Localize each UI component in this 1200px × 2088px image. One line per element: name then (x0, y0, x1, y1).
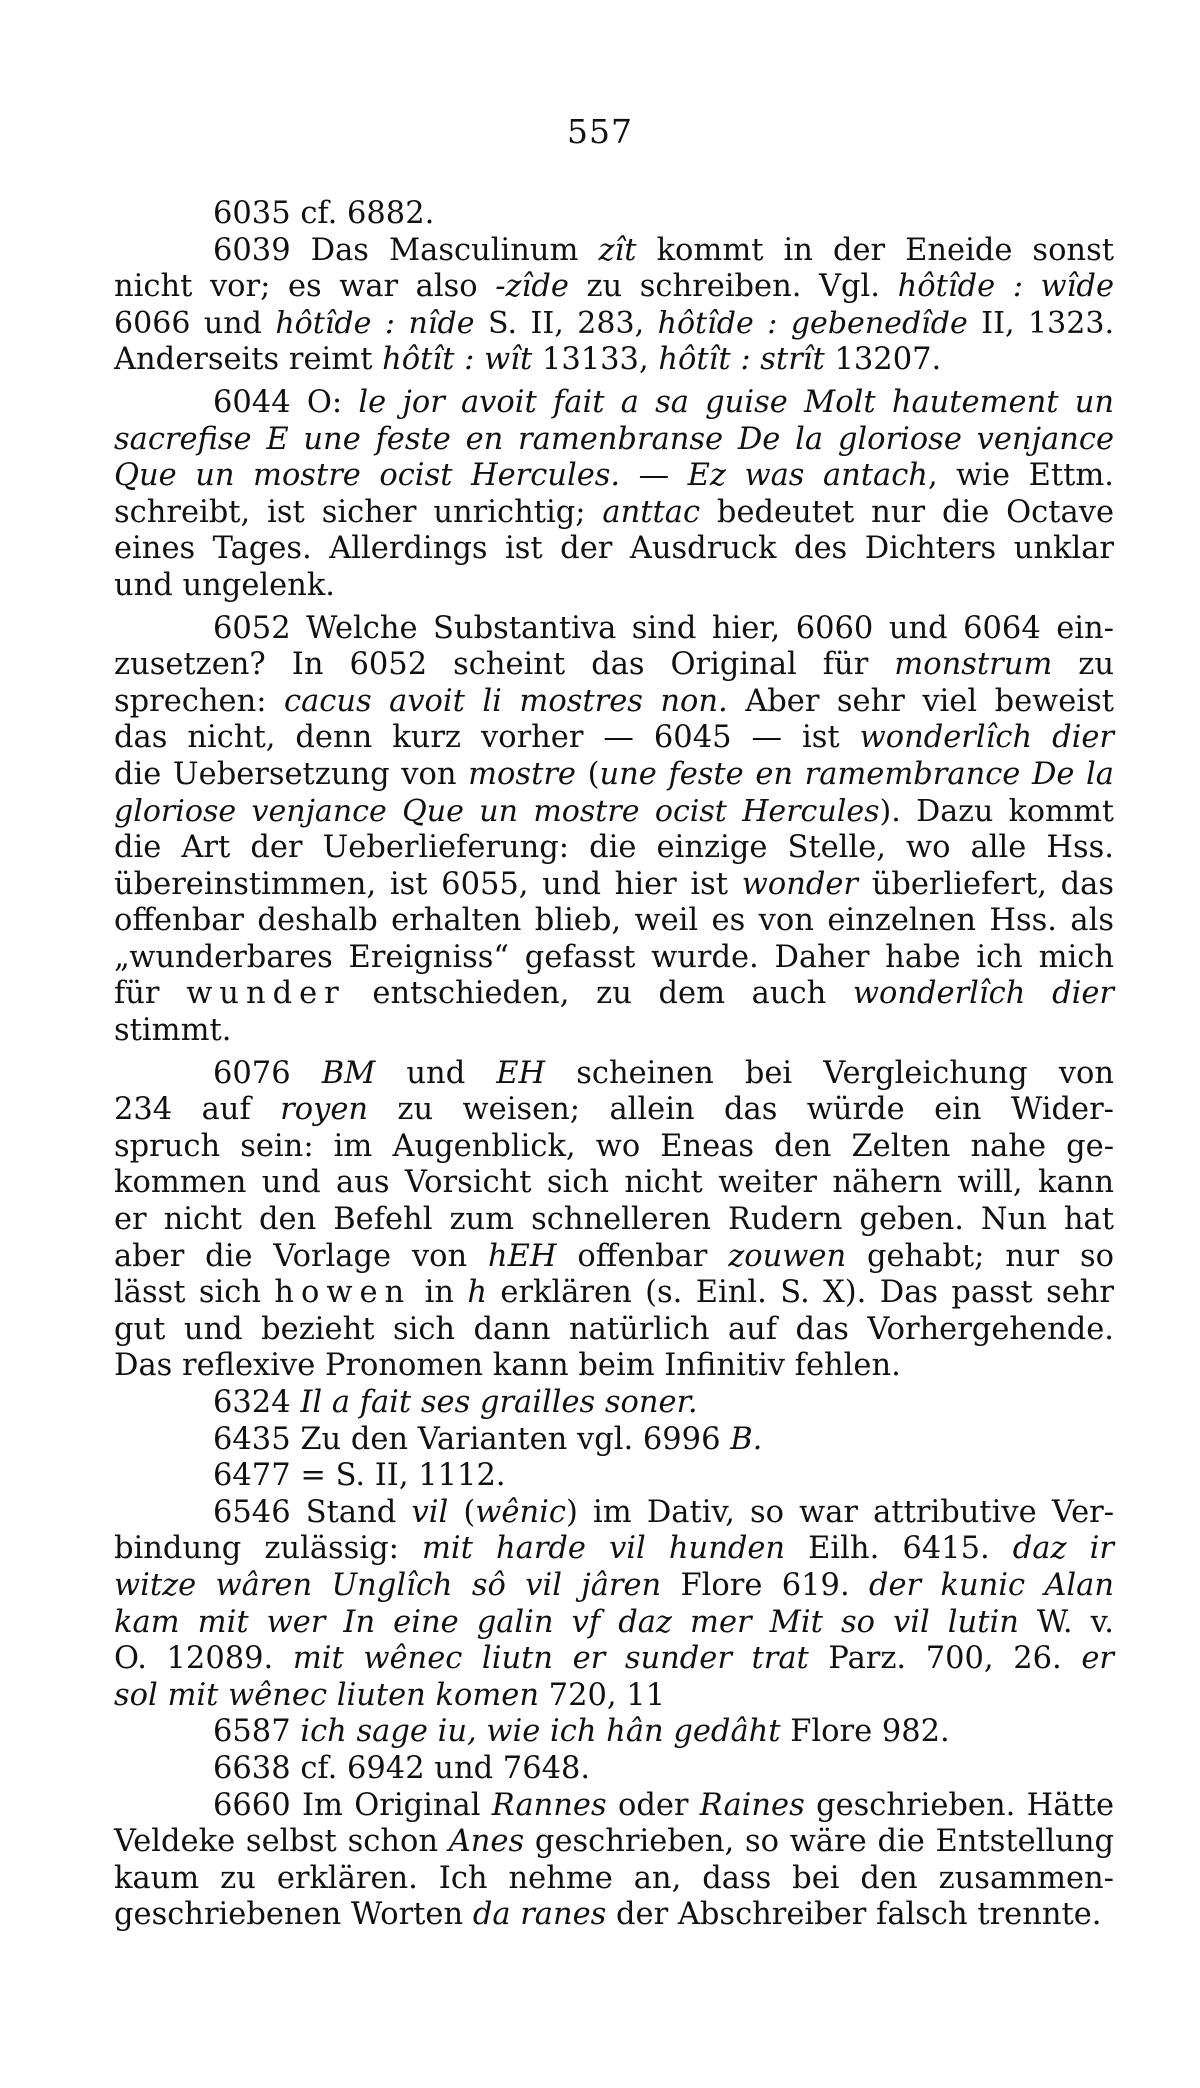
text-run: 13207. (824, 342, 942, 378)
text-line (114, 757, 1114, 794)
text-run: , wie Ettm. (927, 458, 1114, 494)
italic-text: ich sage iu, wie ich hân gedâht (300, 1714, 781, 1750)
text-line (114, 531, 1114, 568)
italic-text: der kunic Alan (868, 1567, 1114, 1603)
italic-text: -zîde (495, 269, 569, 305)
text-run: spruch sein: im Augenblick, wo Eneas den Zelten nahe ge- (114, 1128, 1114, 1164)
italic-text: sol mit wênec liuten komen (114, 1677, 539, 1713)
text-run: Aber sehr viel beweist (727, 683, 1114, 719)
text-line (114, 1568, 1114, 1605)
italic-text: cacus avoit li mostres non. (284, 683, 728, 719)
text-run: Das reflexive Pronomen kann beim Infinitiv fehlen. (114, 1348, 901, 1384)
text-run: lässt sich (114, 1275, 275, 1311)
text-run: nicht vor; es war also (114, 269, 496, 305)
text-line (114, 233, 1114, 270)
text-run: zusetzen? In 6052 scheint das Original für (114, 647, 895, 683)
text-run: offenbar (556, 1238, 729, 1274)
italic-text: wonder (741, 866, 859, 902)
text-line (114, 1678, 1114, 1715)
text-line (114, 1641, 1114, 1678)
text-run: entschieden, zu dem auch (345, 976, 853, 1012)
text-run: 6052 Welche Substantiva sind hier, 6060 und 6064 ein- (213, 610, 1114, 646)
text-run: erklären (s. Einl. S. X). Das passt sehr (487, 1275, 1114, 1311)
text-run: schreibt, ist sicher unrichtig; (114, 494, 603, 530)
text-line (114, 1605, 1114, 1642)
text-line (114, 385, 1114, 422)
italic-text: zouwen (728, 1238, 847, 1274)
text-line (114, 830, 1114, 867)
text-run: stimmt. (114, 1013, 232, 1049)
italic-text: witze wâren Unglîch sô vil jâren (114, 1567, 662, 1603)
text-run: zu (1052, 647, 1114, 683)
italic-text: vil (411, 1494, 449, 1530)
commentary-text (114, 196, 1114, 1934)
text-run: der Abschreiber falsch trennte. (606, 1897, 1102, 1933)
italic-text: anttac (602, 494, 701, 530)
spaced-text: howen (274, 1275, 412, 1311)
text-line (114, 1092, 1114, 1129)
text-run: geschriebenen Worten (114, 1897, 473, 1933)
text-line (114, 1897, 1114, 1934)
italic-text: B. (730, 1421, 763, 1457)
text-line (114, 1202, 1114, 1239)
italic-text: Anes (448, 1824, 525, 1860)
text-run: S. II, 283, (474, 305, 658, 341)
text-run: und ungelenk. (114, 567, 335, 603)
text-line (114, 611, 1114, 648)
text-line (114, 1129, 1114, 1166)
text-line (114, 1495, 1114, 1532)
italic-text: Raines (699, 1787, 805, 1823)
text-run: 13133, (532, 342, 659, 378)
text-line (114, 794, 1114, 831)
text-line (114, 940, 1114, 977)
text-line (114, 495, 1114, 532)
text-line (114, 1788, 1114, 1825)
text-run: Anderseits reimt (114, 342, 383, 378)
text-run: das nicht, denn kurz vorher — 6045 — ist (114, 720, 860, 756)
text-run: 6039 Das Masculinum (213, 232, 599, 268)
text-run: ( (448, 1494, 476, 1530)
text-line (114, 1422, 1114, 1459)
italic-text: hôtîde : gebenedîde (657, 305, 968, 341)
text-run: eines Tages. Allerdings ist der Ausdruck des Dichters unklar (114, 531, 1114, 567)
italic-text: sacrefise E une feste en ramenbranse De la gloriose venjance (114, 421, 1114, 457)
italic-text: kam mit wer In eine galin vf daz mer Mit so vil lutin (114, 1604, 1019, 1640)
text-line (114, 458, 1114, 495)
text-line (114, 1348, 1114, 1385)
text-run: bindung zulässig: (114, 1531, 422, 1567)
text-run: 6044 O: (213, 384, 359, 420)
text-run: 6587 (213, 1714, 301, 1750)
text-run: sprechen: (114, 683, 284, 719)
text-run: gut und bezieht sich dann natürlich auf das Vorhergehende. (114, 1311, 1114, 1347)
text-run: O. 12089. (114, 1641, 293, 1677)
text-run: 6035 cf. 6882. (213, 196, 435, 231)
italic-text: mit harde vil hunden (421, 1531, 786, 1567)
text-run: 6477 = S. II, 1112. (213, 1458, 506, 1494)
text-run: für (114, 976, 187, 1012)
text-line (114, 422, 1114, 459)
text-run: geschrieben. Hätte (804, 1787, 1114, 1823)
text-run: 6638 cf. 6942 und 7648. (213, 1750, 591, 1786)
text-run: 6546 Stand (213, 1494, 412, 1530)
italic-text: hEH (487, 1238, 557, 1274)
italic-text: royen (280, 1092, 369, 1128)
italic-text: hôtîde : wîde (897, 269, 1114, 305)
text-run: Eilh. 6415. (785, 1531, 1013, 1567)
italic-text: BM (321, 1055, 376, 1091)
italic-text: er (1081, 1641, 1114, 1677)
italic-text: monstrum (894, 647, 1053, 683)
text-run: zu schreiben. Vgl. (568, 269, 898, 305)
text-run: scheinen bei Vergleichung von (545, 1055, 1114, 1091)
text-run: aber die Vorlage von (114, 1238, 488, 1274)
text-line (114, 1751, 1114, 1788)
page-number: 557 (567, 112, 633, 151)
italic-text: wonderlîch dier (852, 976, 1114, 1012)
text-run: die Uebersetzung von (114, 756, 469, 792)
italic-text: Rannes (491, 1787, 607, 1823)
italic-text: da ranes (472, 1897, 607, 1933)
text-run: 6324 (213, 1385, 301, 1420)
text-run: Parz. 700, 26. (808, 1641, 1082, 1677)
italic-text: h (467, 1275, 488, 1311)
text-run: bedeutet nur die Octave (700, 494, 1114, 530)
text-line (114, 1312, 1114, 1349)
text-run: überliefert, das (858, 866, 1114, 902)
text-run: 234 auf (114, 1092, 281, 1128)
text-run: Veldeke selbst schon (114, 1824, 449, 1860)
italic-text: gloriose venjance Que un mostre ocist Hercules (114, 793, 880, 829)
text-line (114, 306, 1114, 343)
italic-text: une feste en ramembrance De la (599, 756, 1114, 792)
text-line (114, 1056, 1114, 1093)
text-line (114, 568, 1114, 605)
text-run: 6076 (213, 1055, 322, 1091)
text-run: zu weisen; allein das würde ein Wider- (368, 1092, 1114, 1128)
italic-text: hôtît : strît (658, 342, 825, 378)
text-run: oder (606, 1787, 700, 1823)
text-line (114, 1275, 1114, 1312)
text-run: W. v. (1018, 1604, 1114, 1640)
text-run: ( (575, 756, 600, 792)
italic-text: hôtîde : nîde (275, 305, 475, 341)
italic-text: le jor avoit fait a sa guise Molt hautement un (358, 384, 1114, 420)
text-run: offenbar deshalb erhalten blieb, weil es von einzelnen Hss. als (114, 903, 1114, 939)
text-run: in (411, 1275, 468, 1311)
text-run: er nicht den Befehl zum schnelleren Rudern geben. Nun hat (114, 1202, 1114, 1238)
text-run: gehabt; nur so (846, 1238, 1114, 1274)
text-line (114, 196, 1114, 233)
italic-text: EH (496, 1055, 546, 1091)
text-run: 720, 11 (538, 1677, 666, 1713)
text-run: „wunderbares Ereigniss“ gefasst wurde. Daher habe ich mich (114, 939, 1114, 975)
italic-text: zît (598, 232, 637, 268)
italic-text: wonderlîch dier (859, 720, 1114, 756)
text-line (114, 1531, 1114, 1568)
text-run: geschrieben, so wäre die Entstellung (524, 1824, 1114, 1860)
italic-text: Que un mostre ocist Hercules. — Ez was antach (114, 458, 928, 494)
text-line (114, 1824, 1114, 1861)
spaced-text: wunder (186, 976, 346, 1012)
italic-text: daz ir (1012, 1531, 1114, 1567)
text-line (114, 342, 1114, 379)
text-line (114, 1165, 1114, 1202)
text-run: 6066 und (114, 305, 276, 341)
italic-text: wênic (475, 1494, 566, 1530)
text-run: übereinstimmen, ist 6055, und hier ist (114, 866, 742, 902)
text-line (114, 1385, 1114, 1422)
text-line (114, 647, 1114, 684)
text-line (114, 269, 1114, 306)
text-line (114, 1714, 1114, 1751)
text-line (114, 1861, 1114, 1898)
text-run: und (375, 1055, 497, 1091)
italic-text: Il a fait ses grailles soner. (300, 1385, 698, 1420)
text-line (114, 867, 1114, 904)
text-run: ). Dazu kommt (879, 793, 1114, 829)
text-run: Flore 619. (661, 1567, 869, 1603)
text-run: kaum zu erklären. Ich nehme an, dass bei den zusammen- (114, 1860, 1114, 1896)
italic-text: mostre (468, 756, 576, 792)
text-line (114, 903, 1114, 940)
text-line (114, 684, 1114, 721)
italic-text: mit wênec liutn er sunder trat (292, 1641, 809, 1677)
text-line (114, 1458, 1114, 1495)
text-run: kommt in der Eneide sonst (636, 232, 1114, 268)
text-run: ) im Dativ, so war attributive Ver- (565, 1494, 1114, 1530)
text-line (114, 976, 1114, 1013)
text-run: kommen und aus Vorsicht sich nicht weiter nähern will, kann (114, 1165, 1114, 1201)
text-line (114, 720, 1114, 757)
text-run: 6660 Im Original (213, 1787, 492, 1823)
text-run: Flore 982. (780, 1714, 950, 1750)
italic-text: hôtît : wît (382, 342, 533, 378)
text-run: II, 1323. (967, 305, 1115, 341)
text-run: 6435 Zu den Varianten vgl. 6996 (213, 1421, 731, 1457)
text-run: die Art der Ueberlieferung: die einzige Stelle, wo alle Hss. (114, 830, 1114, 866)
text-line (114, 1013, 1114, 1050)
text-line (114, 1239, 1114, 1276)
